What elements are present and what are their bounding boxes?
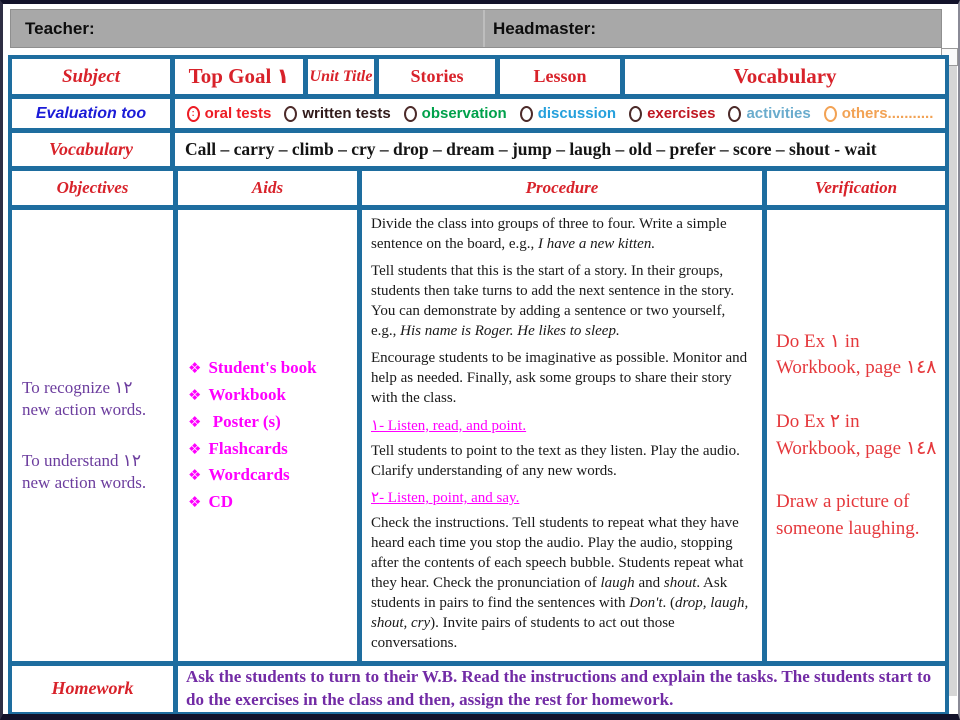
lesson-plan-table (8, 55, 949, 716)
evaluation-label-cell (12, 99, 170, 128)
evaluation-option-label: observation (421, 105, 507, 123)
aid-item: ❖ CD (188, 492, 234, 512)
objective-item: To understand ١٢ new action words. (22, 450, 147, 493)
aid-item: ❖ Workbook (188, 384, 286, 404)
verification-header: Verification (814, 178, 898, 198)
objectives-content (12, 210, 173, 661)
verification-header-cell (767, 171, 945, 205)
vocabulary-words-cell (175, 133, 945, 166)
objectives-header: Objectives (56, 178, 129, 198)
aids-content (178, 210, 357, 661)
radio-circle-icon (404, 106, 417, 122)
title-header-row (12, 59, 945, 94)
procedure-paragraph: Encourage students to be imaginative as possible. Monitor and help as needed. Finally, ask some groups to share their story with the class. (371, 349, 748, 406)
lesson-header-cell (500, 59, 620, 94)
diamond-bullet-icon: ❖ (188, 361, 202, 378)
evaluation-option-label: discussion (537, 105, 617, 123)
evaluation-option (520, 105, 616, 122)
evaluation-option (284, 105, 390, 122)
diamond-bullet-icon: ❖ (188, 495, 202, 512)
unit-title-cell (308, 59, 374, 94)
aids-list (188, 355, 317, 516)
procedure-paragraph: Divide the class into groups of three to four. Write a simple sentence on the board, e.g., I have a new kitten. (371, 216, 727, 253)
diamond-bullet-icon: ❖ (188, 468, 202, 485)
radio-circle-icon (728, 106, 741, 122)
evaluation-option-label: oral tests (204, 105, 272, 123)
evaluation-option (404, 105, 507, 122)
procedure-paragraph: Tell students that this is the start of a story. In their groups, students then take turns to add the next sentence in the story. You can demonstrate by adding a sentence or two yourself, e.g., His name is Roger. He likes to sleep. (371, 263, 735, 339)
procedure-paragraph: Tell students to point to the text as they listen. Play the audio. Clarify understanding of any new words. (371, 442, 740, 479)
main-section-grid (12, 171, 945, 661)
evaluation-row (12, 99, 945, 128)
verification-item: Draw a picture of someone laughing. (776, 491, 920, 539)
aid-item: ❖ Student's book (188, 358, 317, 378)
evaluation-option-label: written tests (302, 105, 391, 123)
subject-header-cell (12, 59, 170, 94)
homework-label-cell (12, 666, 173, 712)
teacher-label: Teacher: (25, 18, 95, 38)
teacher-field (11, 19, 483, 39)
top-goal-cell (175, 59, 303, 94)
unit-title-header: Unit Title (309, 67, 373, 85)
evaluation-options (175, 99, 945, 128)
aid-item: ❖ Poster (s) (188, 411, 281, 431)
procedure-paragraph: Check the instructions. Tell students to repeat what they have heard each time you stop the audio. Play the audio, stopping after the contents of each speech bubble. Students repeat what they hear. Check the pronunciation of laugh and shout. Ask students in pairs to find the sentences with Don't. (drop, laugh, shout, cry). Invite pairs of students to act out those conversations. (371, 515, 749, 652)
radio-circle-icon (629, 106, 642, 122)
stories-value: Stories (410, 66, 464, 87)
vocabulary-words: Call – carry – climb – cry – drop – dream – jump – laugh – old – prefer – score – shout - wait (185, 139, 877, 160)
headmaster-field (483, 10, 941, 47)
stories-cell (379, 59, 495, 94)
top-goal-value: Top Goal ١ (188, 64, 290, 89)
evaluation-option-label: others........... (841, 105, 934, 123)
objectives-header-cell (12, 171, 173, 205)
evaluation-option-label: exercises (647, 105, 716, 123)
verification-content (767, 210, 945, 661)
homework-row (12, 666, 945, 712)
diamond-bullet-icon: ❖ (188, 441, 202, 458)
top-bar (10, 9, 942, 48)
evaluation-option (629, 105, 715, 122)
vocabulary-header-cell (625, 59, 945, 94)
radio-circle-icon (520, 106, 533, 122)
procedure-header-cell (362, 171, 762, 205)
aids-header: Aids (251, 178, 284, 198)
aids-header-cell (178, 171, 357, 205)
evaluation-option-label: activities (746, 105, 811, 123)
headmaster-label: Headmaster: (493, 18, 596, 38)
verification-item: Do Ex ٢ in Workbook, page ١٤٨ (776, 411, 937, 459)
vocabulary-row-label: Vocabulary (48, 139, 133, 160)
evaluation-option (728, 105, 810, 122)
homework-text-cell (178, 666, 945, 712)
aid-item: ❖ Flashcards (188, 438, 288, 458)
evaluation-option (824, 105, 934, 122)
procedure-header: Procedure (525, 178, 599, 198)
homework-label: Homework (51, 678, 134, 699)
homework-text: Ask the students to turn to their W.B. Read the instructions and explain the tasks. The students start to do the exercises in the class and then, assign the rest for homework. (186, 667, 932, 709)
evaluation-label: Evaluation too (35, 104, 147, 122)
objective-item: To recognize ١٢ new action words. (22, 377, 147, 420)
radio-circle-icon: : (187, 106, 200, 122)
radio-circle-icon (284, 106, 297, 122)
verification-item: Do Ex ١ in Workbook, page ١٤٨ (776, 330, 937, 379)
aid-item: ❖ Wordcards (188, 465, 290, 485)
subject-header: Subject (61, 65, 121, 87)
vocabulary-row (12, 133, 945, 166)
vocabulary-label-cell (12, 133, 170, 166)
radio-circle-icon (824, 106, 837, 122)
procedure-content (362, 210, 762, 661)
evaluation-option (187, 105, 272, 122)
lesson-header: Lesson (533, 66, 587, 87)
vocabulary-header: Vocabulary (733, 64, 837, 89)
diamond-bullet-icon: ❖ (188, 387, 202, 404)
procedure-step-heading: ١- Listen, read, and point. (371, 417, 527, 434)
procedure-step-heading: ٢- Listen, point, and say. (371, 490, 520, 507)
diamond-bullet-icon: ❖ (188, 414, 202, 431)
